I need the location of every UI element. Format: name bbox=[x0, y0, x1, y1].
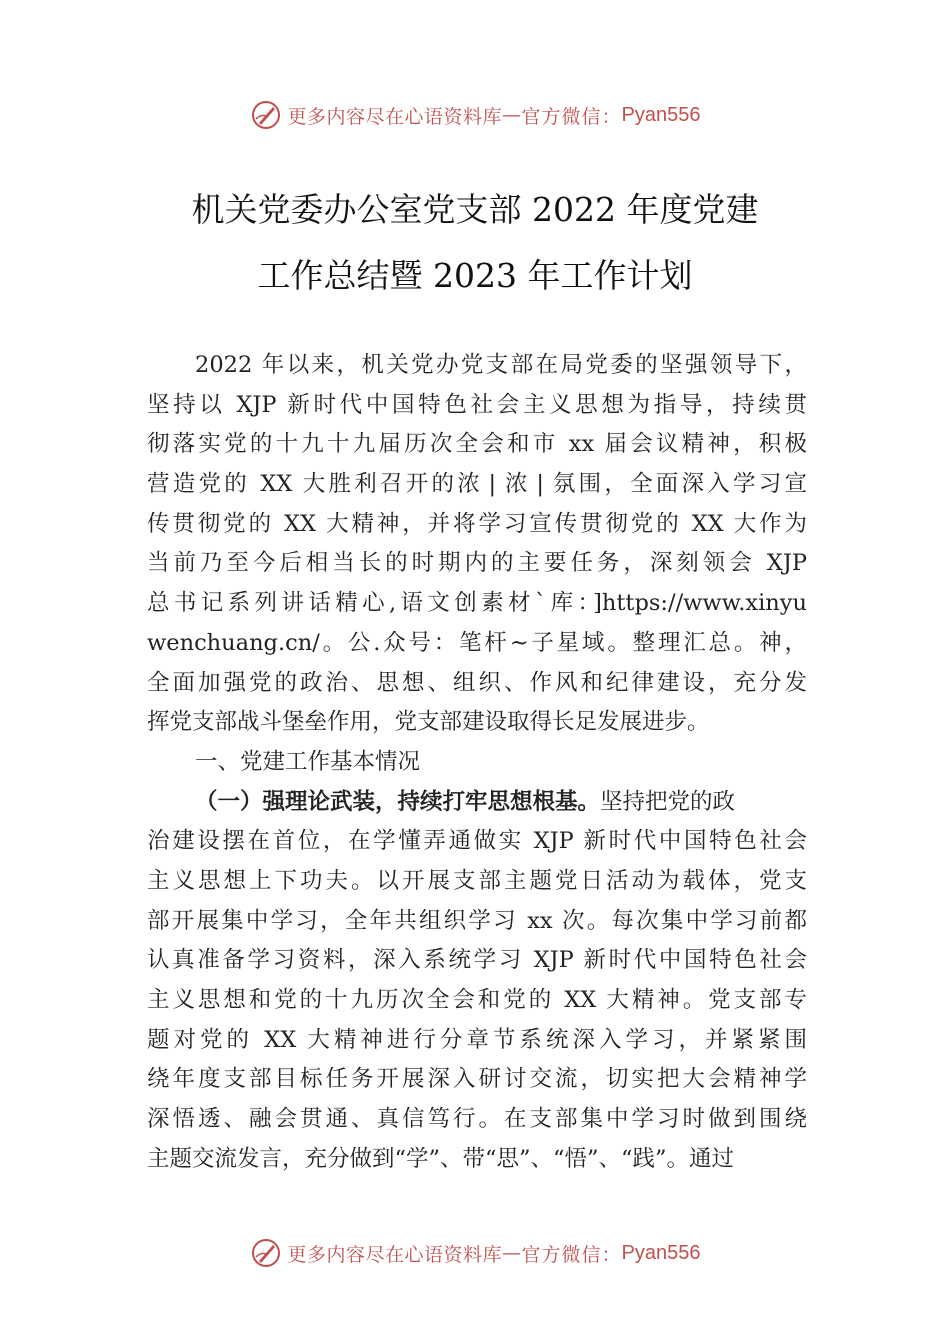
text-line: wenchuang.cn/。公.众号：笔杆~子星域。整理汇总。神， bbox=[147, 629, 807, 656]
text-line: 当前乃至今后相当长的时期内的主要任务，深刻领会 XJP bbox=[147, 550, 807, 577]
watermark-header bbox=[0, 95, 950, 135]
sub-heading-rest: 坚持把党的政 bbox=[600, 788, 736, 815]
watermark-text: 更多内容尽在心语资料库 bbox=[287, 105, 503, 128]
watermark-footer bbox=[0, 1233, 950, 1273]
text-line: 传贯彻党的 XX 大精神，并将学习宣传贯彻党的 XX 大作为 bbox=[147, 510, 807, 537]
text-line: 认真准备学习资料，深入系统学习 XJP 新时代中国特色社会 bbox=[147, 947, 807, 974]
section-heading: 一、党建工作基本情况 bbox=[195, 748, 421, 775]
quill-logo-icon bbox=[250, 99, 282, 131]
quill-logo-icon bbox=[250, 1237, 282, 1269]
watermark-dash: — bbox=[502, 1242, 522, 1264]
text-line: 彻落实党的十九十九届历次全会和市 xx 届会议精神，积极 bbox=[147, 431, 807, 458]
text-line: 深悟透、融会贯通、真信笃行。在支部集中学习时做到围绕 bbox=[147, 1106, 807, 1133]
document-body bbox=[147, 346, 807, 1179]
text-line: 总书记系列讲话精心,语文创素材`库：]https://www.xinyu bbox=[147, 590, 807, 617]
text-line: 主义思想和党的十九历次全会和党的 XX 大精神。党支部专 bbox=[147, 987, 807, 1013]
text-line: 挥党支部战斗堡垒作用，党支部建设取得长足发展进步。 bbox=[147, 709, 710, 736]
document-title-line-2: 工作总结暨 2023 年工作计划 bbox=[257, 256, 693, 295]
text-line: 营造党的 XX 大胜利召开的浓❘浓❘氛围，全面深入学习宣 bbox=[147, 471, 807, 498]
text-line: 全面加强党的政治、思想、组织、作风和纪律建设，充分发 bbox=[147, 669, 807, 696]
text-line: 绕年度支部目标任务开展深入研讨交流，切实把大会精神学 bbox=[147, 1066, 807, 1093]
watermark-wechat-id: Pyan556 bbox=[621, 103, 701, 126]
text-line: 2022 年以来，机关党办党支部在局党委的坚强领导下， bbox=[195, 352, 807, 378]
sub-heading-bold: （一）强理论武装，持续打牢思想根基。 bbox=[195, 788, 601, 815]
text-line: 主题交流发言，充分做到“学”、带“思”、“悟”、“践”。通过 bbox=[147, 1145, 735, 1172]
text-line: 题对党的 XX 大精神进行分章节系统深入学习，并紧紧围 bbox=[147, 1026, 807, 1053]
document-title-line-1: 机关党委办公室党支部 2022 年度党建 bbox=[191, 190, 759, 229]
text-line: 治建设摆在首位，在学懂弄通做实 XJP 新时代中国特色社会 bbox=[147, 828, 807, 855]
text-line: 坚持以 XJP 新时代中国特色社会主义思想为指导，持续贯 bbox=[147, 391, 807, 418]
text-line: 主义思想上下功夫。以开展支部主题党日活动为载体，党支 bbox=[147, 867, 807, 894]
watermark-wechat-label: 官方微信： bbox=[521, 1243, 622, 1266]
watermark-dash: — bbox=[502, 104, 522, 126]
sub-heading-line bbox=[147, 783, 807, 823]
watermark-text: 更多内容尽在心语资料库 bbox=[287, 1243, 503, 1266]
watermark-wechat-id: Pyan556 bbox=[621, 1241, 701, 1264]
watermark-wechat-label: 官方微信： bbox=[521, 105, 622, 128]
text-line: 部开展集中学习，全年共组织学习 xx 次。每次集中学习前都 bbox=[147, 907, 807, 934]
